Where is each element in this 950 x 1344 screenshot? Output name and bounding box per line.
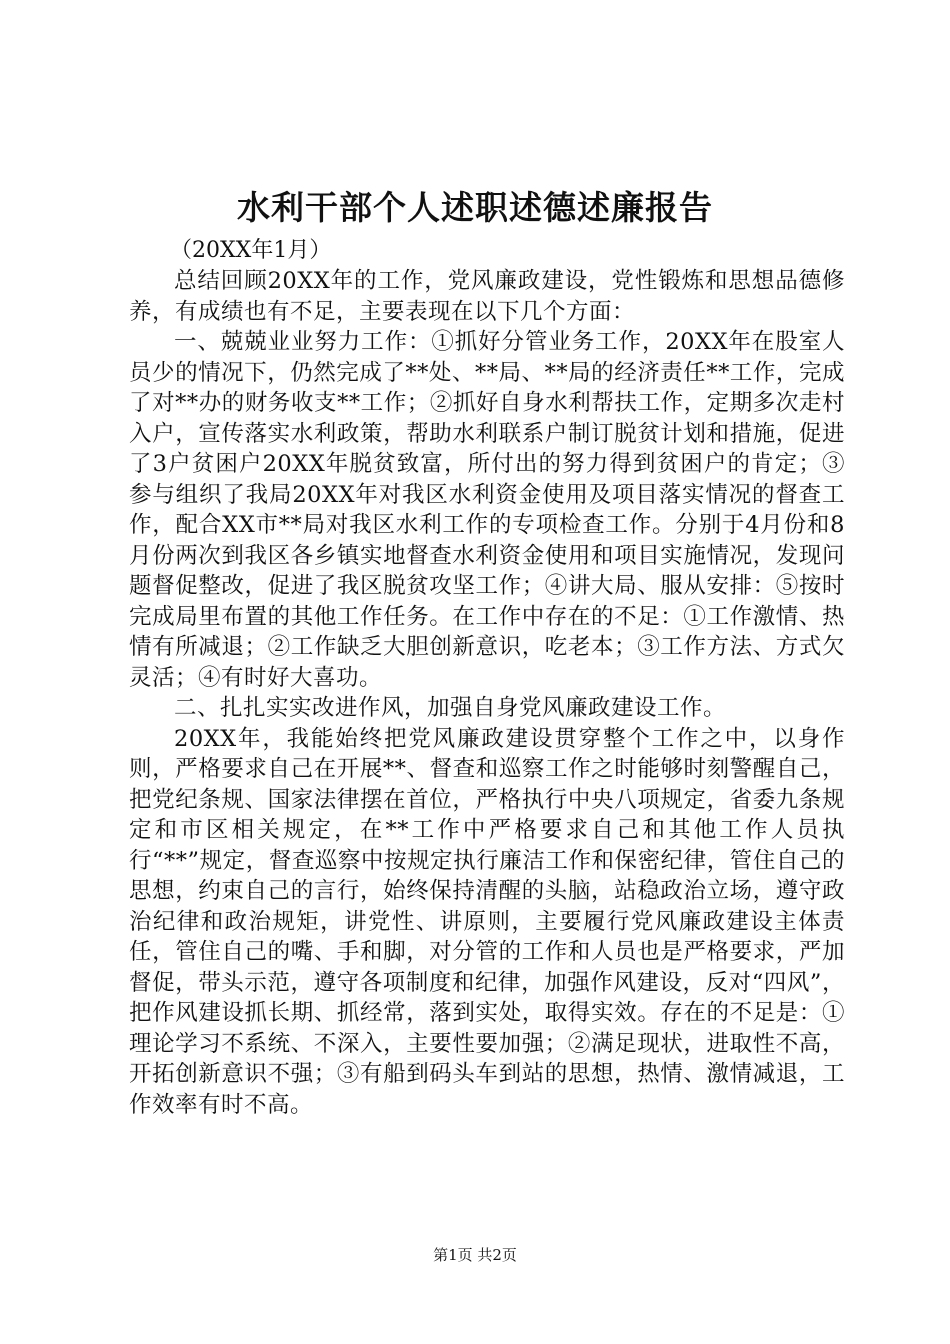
document-body: [129, 266, 845, 1120]
paragraph-section-two-heading: 二、扎扎实实改进作风，加强自身党风廉政建设工作。: [174, 695, 727, 721]
paragraph-section-one: 一、兢兢业业努力工作：①抓好分管业务工作，20XX年在股室人员少的情况下，仍然完成了**处、**局、**局的经济责任**工作，完成了对**办的财务收支**工作；②抓好自身水利帮扶工作，定期多次走村入户，宣传落实水利政策，帮助水利联系户制订脱贫计划和措施，促进了3户贫困户20XX年脱贫致富，所付出的努力得到贫困户的肯定；③参与组织了我局20XX年对我区水利资金使用及项目落实情况的督查工作，配合XX市**局对我区水利工作的专项检查工作。分别于4月份和8月份两次到我区各乡镇实地督查水利资金使用和项目实施情况，发现问题督促整改，促进了我区脱贫攻坚工作；④讲大局、服从安排：⑤按时完成局里布置的其他工作任务。在工作中存在的不足：①工作激情、热情有所减退；②工作缺乏大胆创新意识，吃老本；③工作方法、方式欠灵活；④有时好大喜功。: [129, 329, 845, 691]
paragraph-section-two-body: 20XX年，我能始终把党风廉政建设贯穿整个工作之中，以身作则，严格要求自己在开展**、督查和巡察工作之时能够时刻警醒自己，把党纪条规、国家法律摆在首位，严格执行中央八项规定，省委九条规定和市区相关规定，在**工作中严格要求自己和其他工作人员执行“**”规定，督查巡察中按规定执行廉洁工作和保密纪律，管住自己的思想，约束自己的言行，始终保持清醒的头脑，站稳政治立场，遵守政治纪律和政治规矩，讲党性、讲原则，主要履行党风廉政建设主体责任，管住自己的嘴、手和脚，对分管的工作和人员也是严格要求，严加督促，带头示范，遵守各项制度和纪律，加强作风建设，反对“四风”，把作风建设抓长期、抓经常，落到实处，取得实效。存在的不足是：①理论学习不系统、不深入，主要性要加强；②满足现状，进取性不高，开拓创新意识不强；③有船到码头车到站的思想，热情、激情减退，工作效率有时不高。: [129, 725, 845, 1118]
date-line: （20XX年1月）: [170, 238, 332, 263]
page-footer: 第1页 共2页: [433, 1246, 517, 1264]
document-title: 水利干部个人述职述德述廉报告: [237, 188, 713, 227]
paragraph-intro: 总结回顾20XX年的工作，党风廉政建设，党性锻炼和思想品德修养，有成绩也有不足，主要表现在以下几个方面：: [129, 268, 845, 325]
